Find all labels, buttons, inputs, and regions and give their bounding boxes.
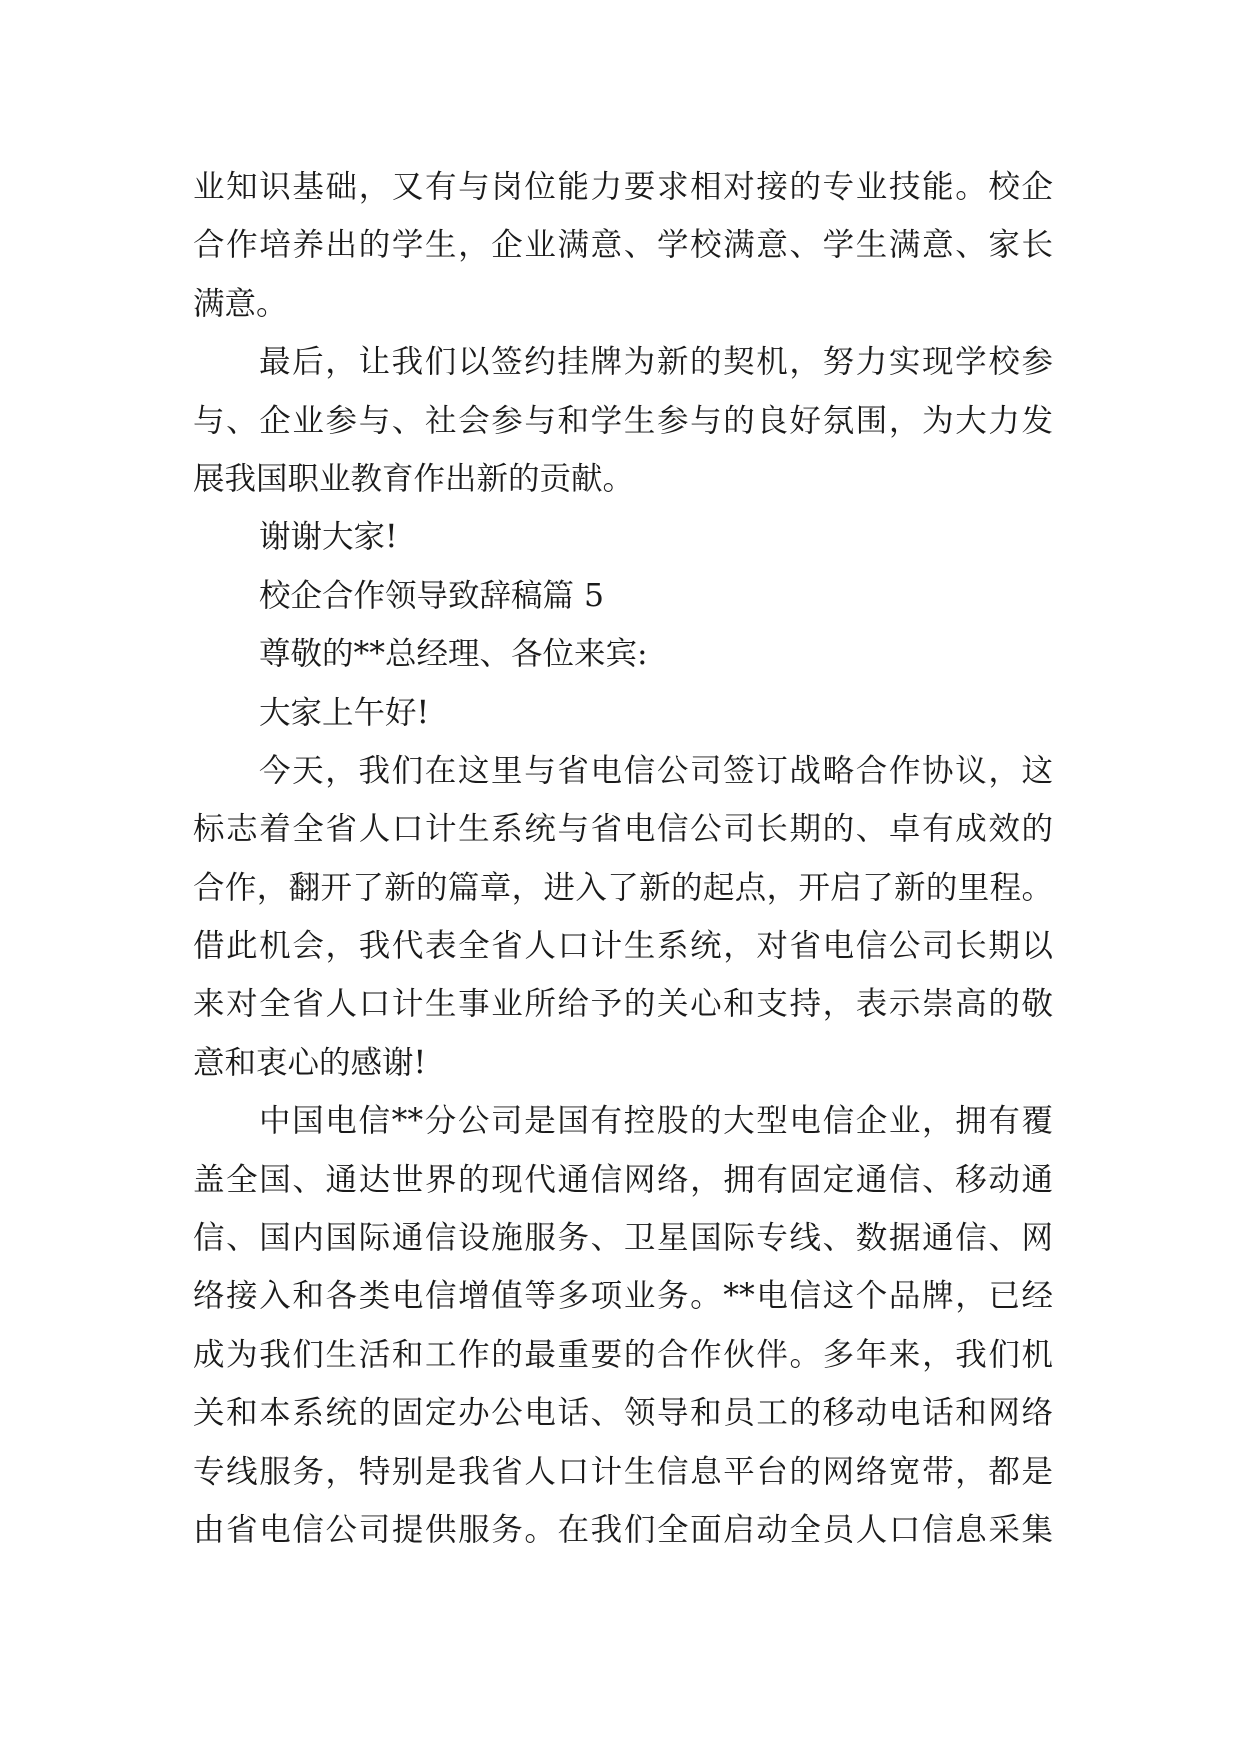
text-line: 信、国内国际通信设施服务、卫星国际专线、数据通信、网 — [193, 1220, 1053, 1257]
text-line: 满意。 — [193, 285, 288, 322]
text-line: 今天，我们在这里与省电信公司签订战略合作协议，这 — [259, 752, 1053, 789]
text-line: 成为我们生活和工作的最重要的合作伙伴。多年来，我们机 — [193, 1336, 1053, 1373]
text-line: 业知识基础，又有与岗位能力要求相对接的专业技能。校企 — [193, 169, 1053, 205]
text-line: 标志着全省人口计生系统与省电信公司长期的、卓有成效的 — [193, 811, 1053, 848]
text-line: 谢谢大家! — [259, 519, 398, 556]
text-line: 最后，让我们以签约挂牌为新的契机，努力实现学校参 — [259, 344, 1053, 381]
text-line: 意和衷心的感谢! — [193, 1044, 427, 1081]
text-line: 校企合作领导致辞稿篇 5 — [259, 577, 605, 614]
text-line: 借此机会，我代表全省人口计生系统，对省电信公司长期以 — [193, 928, 1053, 965]
text-line: 与、企业参与、社会参与和学生参与的良好氛围，为大力发 — [193, 402, 1053, 439]
text-line: 盖全国、通达世界的现代通信网络，拥有固定通信、移动通 — [193, 1161, 1053, 1198]
text-line: 由省电信公司提供服务。在我们全面启动全员人口信息采集 — [193, 1511, 1053, 1548]
text-line: 大家上午好! — [259, 694, 430, 731]
text-line: 来对全省人口计生事业所给予的关心和支持，表示崇高的敬 — [193, 986, 1053, 1023]
document-body — [193, 158, 1053, 1559]
text-line: 合作培养出的学生，企业满意、学校满意、学生满意、家长 — [193, 227, 1053, 264]
text-line: 展我国职业教育作出新的贡献。 — [193, 460, 635, 497]
text-line: 中国电信**分公司是国有控股的大型电信企业，拥有覆 — [259, 1103, 1053, 1140]
text-line: 尊敬的**总经理、各位来宾: — [259, 636, 648, 673]
text-line: 络接入和各类电信增值等多项业务。**电信这个品牌，已经 — [193, 1278, 1053, 1315]
text-line: 关和本系统的固定办公电话、领导和员工的移动电话和网络 — [193, 1395, 1053, 1432]
text-line: 专线服务，特别是我省人口计生信息平台的网络宽带，都是 — [193, 1453, 1053, 1490]
text-line: 合作，翻开了新的篇章，进入了新的起点，开启了新的里程。 — [193, 869, 1053, 906]
